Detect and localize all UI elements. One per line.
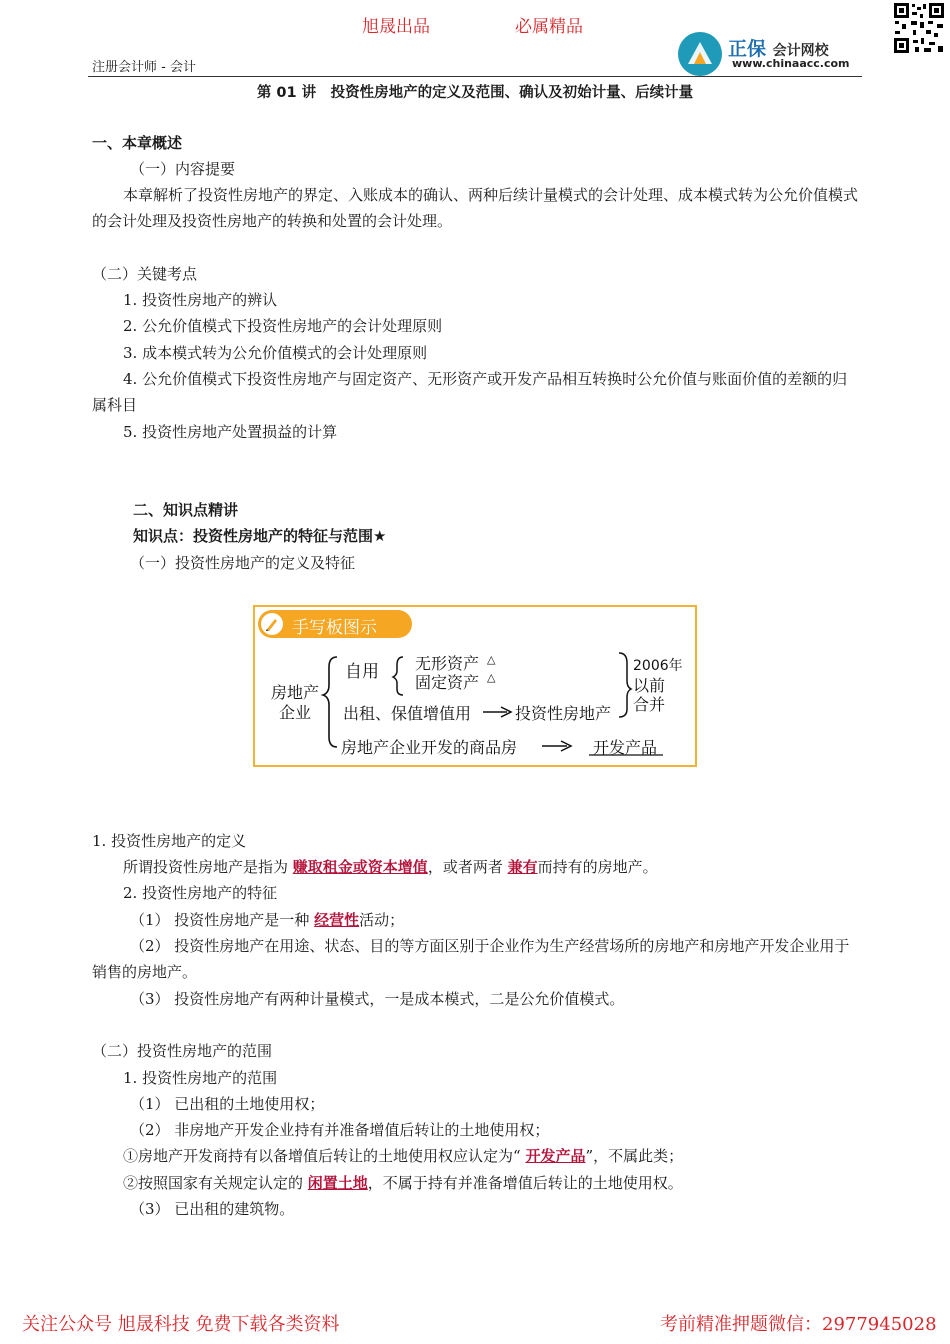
board-intangible: 无形资产 (415, 654, 480, 673)
board-root-line1: 房地产 (271, 683, 320, 702)
highlight-idle-land: 闲置土地 (307, 1174, 368, 1192)
logo-icon (678, 32, 722, 76)
highlight-rent-or-appreciation: 赚取租金或资本增值 (292, 858, 428, 876)
course-name: 注册会计师 - 会计 (92, 60, 196, 75)
board-root (271, 683, 319, 723)
highlight-operating: 经营性 (314, 911, 360, 929)
knowledge-point-title: 知识点：投资性房地产的特征与范围★ (133, 527, 387, 545)
logo-name: 正保 会计网校 (728, 38, 829, 60)
board-product: 开发产品 (593, 738, 658, 757)
key-point-3: 3. 成本模式转为公允价值模式的会计处理原则 (123, 344, 428, 362)
section1-sub2: （二）关键考点 (92, 265, 198, 283)
brand-text-right: 必属精品 (515, 17, 583, 37)
board-investment: 投资性房地产 (515, 704, 612, 723)
highlight-development-product: 开发产品 (525, 1147, 586, 1165)
scope-clause-2: ②按照国家有关规定认定的 闲置土地，不属于持有并准备增值后转让的土地使用权。 (123, 1174, 683, 1192)
scope-clause-1: ①房地产开发商持有以备增值后转让的土地使用权应认定为“ 开发产品”，不属此类； (123, 1147, 684, 1165)
section2-heading: 二、知识点精讲 (133, 501, 239, 519)
header-divider (88, 76, 862, 77)
board-self-use: 自用 (345, 662, 379, 682)
key-point-4: 4. 公允价值模式下投资性房地产与固定资产、无形资产或开发产品相互转换时公允价值与账面价值的差额的归属科目 (92, 370, 848, 414)
scope-item-3: （3） 已出租的建筑物。 (130, 1200, 295, 1218)
chinaacc-logo (678, 30, 862, 76)
board-note (633, 657, 683, 714)
board-triangle-2: △ (487, 671, 496, 684)
board-fixed: 固定资产 (415, 673, 480, 692)
feature-1: （1） 投资性房地产是一种 经营性活动； (130, 911, 405, 929)
key-point-5: 5. 投资性房地产处置损益的计算 (123, 423, 338, 441)
brand-text-left: 旭晟出品 (362, 17, 430, 37)
section1-sub1: （一）内容提要 (130, 160, 236, 178)
board-triangle-1: △ (487, 653, 496, 666)
board-root-line2: 企业 (279, 703, 312, 722)
scope-item-1: （1） 已出租的土地使用权； (130, 1095, 325, 1113)
chapter-summary: 本章解析了投资性房地产的界定、入账成本的确认、两种后续计量模式的会计处理、成本模式转为公允价值模式的会计处理及投资性房地产的转换和处置的会计处理。 (92, 186, 859, 230)
handwriting-board (253, 605, 697, 767)
section1-heading: 一、本章概述 (92, 134, 183, 152)
board-note-line2: 以前 (633, 676, 666, 695)
scope-heading: （二）投资性房地产的范围 (92, 1042, 273, 1060)
scope-item-2: （2） 非房地产开发企业持有并准备增值后转让的土地使用权； (130, 1121, 550, 1139)
board-note-line1: 2006年 (633, 658, 683, 674)
footer-left: 关注公众号 旭晟科技 免费下载各类资料 (22, 1314, 340, 1335)
board-developer: 房地产企业开发的商品房 (341, 738, 518, 757)
board-note-line3: 合并 (633, 695, 666, 714)
logo-url: www.chinaacc.com (732, 57, 850, 70)
footer-right: 考前精准押题微信：2977945028 (660, 1314, 937, 1335)
feature-3: （3） 投资性房地产有两种计量模式，一是成本模式，二是公允价值模式。 (130, 990, 625, 1008)
scope-sub-heading: 1. 投资性房地产的范围 (123, 1069, 278, 1087)
definition-text: 所谓投资性房地产是指为 赚取租金或资本增值，或者两者 兼有而持有的房地产。 (123, 858, 658, 876)
lecture-title: 第 01 讲 投资性房地产的定义及范围、确认及初始计量、后续计量 (256, 85, 694, 101)
key-point-1: 1. 投资性房地产的辨认 (123, 291, 278, 309)
section2-sub1: （一）投资性房地产的定义及特征 (130, 554, 356, 572)
definition-heading: 1. 投资性房地产的定义 (92, 832, 247, 850)
highlight-both: 兼有 (507, 858, 538, 876)
board-rent: 出租、保值增值用 (343, 704, 472, 723)
qr-code-icon (893, 2, 945, 54)
features-heading: 2. 投资性房地产的特征 (123, 884, 278, 902)
logo-subtitle: 会计网校 (772, 43, 829, 59)
board-badge-label: 手写板图示 (292, 618, 377, 638)
key-point-2: 2. 公允价值模式下投资性房地产的会计处理原则 (123, 317, 443, 335)
feature-2: （2） 投资性房地产在用途、状态、目的等方面区别于企业作为生产经营场所的房地产和房地产开发企业用于销售的房地产。 (92, 937, 850, 981)
